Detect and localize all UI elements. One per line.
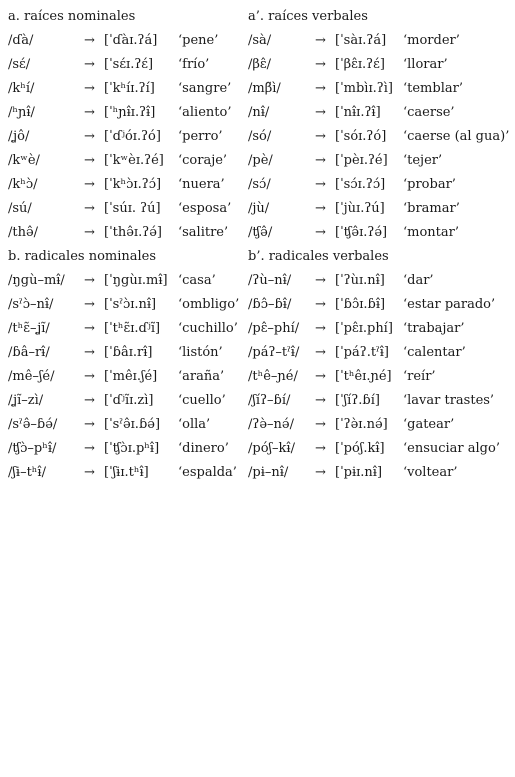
gloss: ‘cuchillo’	[178, 321, 238, 336]
example-row	[8, 296, 240, 320]
underlying-form: /sˀɔ̀–nɨ̂/	[8, 297, 54, 312]
gloss: ‘voltear’	[403, 465, 458, 480]
arrow: →	[315, 81, 326, 96]
gloss: ‘dar’	[403, 273, 434, 288]
surface-form: [ˈkʰíɪ.ʔí]	[104, 81, 155, 96]
surface-form: [ˈpɛ̂ɪ.phí]	[335, 321, 393, 336]
surface-form: [ˈjùɪ.ʔú]	[335, 201, 385, 216]
gloss: ‘estar parado’	[403, 297, 496, 312]
gloss: ‘llorar’	[403, 57, 448, 72]
surface-form: [ˈɗʲĩɪ.zì]	[104, 393, 154, 408]
underlying-form: /sú/	[8, 201, 32, 216]
surface-form: [ˈɗàɪ.ʔá]	[104, 33, 158, 48]
example-row	[8, 104, 232, 128]
gloss: ‘olla’	[178, 417, 211, 432]
rows-a2	[248, 32, 510, 248]
example-row	[8, 416, 211, 440]
gloss: ‘morder’	[403, 33, 460, 48]
underlying-form: /thə̂/	[8, 225, 39, 240]
underlying-form: /kʰí/	[8, 81, 35, 96]
gloss: ‘tejer’	[403, 153, 443, 168]
gloss: ‘caerse’	[403, 105, 455, 120]
arrow: →	[84, 465, 95, 480]
gloss: ‘probar’	[403, 177, 456, 192]
underlying-form: /sɔ́/	[248, 177, 271, 192]
left-column	[8, 8, 240, 488]
gloss: ‘nuera’	[178, 177, 225, 192]
underlying-form: /nɨ̂/	[248, 105, 270, 120]
arrow: →	[84, 417, 95, 432]
arrow: →	[315, 105, 326, 120]
gloss: ‘bramar’	[403, 201, 460, 216]
surface-form: [ˈʧɔ̀ɪ.pʰɨ̂]	[104, 441, 160, 456]
surface-form: [ˈpɨɪ.nɨ̂]	[335, 465, 383, 480]
arrow: →	[84, 81, 95, 96]
surface-form: [ˈβɛ̂ɪ.ʔɛ́]	[335, 57, 385, 72]
arrow: →	[84, 201, 95, 216]
example-row	[8, 128, 223, 152]
arrow: →	[84, 369, 95, 384]
underlying-form: /póʃ–kɨ̂/	[248, 441, 295, 456]
example-row	[248, 152, 443, 176]
underlying-form: /ʝô/	[8, 129, 30, 144]
surface-form: [ˈʔə̀ɪ.nə́]	[335, 417, 388, 432]
arrow: →	[315, 273, 326, 288]
gloss: ‘frío’	[178, 57, 210, 72]
surface-form: [ˈsˀə̂ɪ.ɓə́]	[104, 417, 161, 432]
gloss: ‘gatear’	[403, 417, 455, 432]
example-row	[248, 296, 496, 320]
underlying-form: /ʃíʔ–ɓí/	[248, 393, 291, 408]
gloss: ‘pene’	[178, 33, 219, 48]
example-row	[248, 320, 465, 344]
surface-form: [ˈŋgùɪ.mɨ̂]	[104, 273, 168, 288]
example-row	[8, 272, 216, 296]
example-row	[8, 464, 237, 488]
gloss: ‘lavar trastes’	[403, 393, 495, 408]
gloss: ‘espalda’	[178, 465, 237, 480]
arrow: →	[84, 441, 95, 456]
underlying-form: /ʃɨ–tʰɨ̂/	[8, 465, 46, 480]
example-row	[248, 368, 436, 392]
section-title-b2: b’. radicales verbales	[248, 249, 389, 264]
gloss: ‘caerse (al gua)’	[403, 129, 510, 144]
example-row	[8, 56, 210, 80]
underlying-form: /kʰɔ̀/	[8, 177, 38, 192]
example-row	[248, 464, 458, 488]
surface-form: [ˈɓɔ̂ɪ.ɓɨ̂]	[335, 297, 386, 312]
arrow: →	[315, 201, 326, 216]
arrow: →	[315, 321, 326, 336]
underlying-form: /βɛ̂/	[248, 57, 272, 72]
arrow: →	[84, 297, 95, 312]
example-row	[248, 104, 455, 128]
arrow: →	[84, 321, 95, 336]
surface-form: [ˈthə̂ɪ.ʔə́]	[104, 225, 162, 240]
example-row	[248, 272, 434, 296]
section-title-a2: a’. raíces verbales	[248, 9, 368, 24]
section-title-b: b. radicales nominales	[8, 249, 157, 264]
surface-form: [ˈsàɪ.ʔá]	[335, 33, 387, 48]
example-row	[248, 56, 448, 80]
underlying-form: /mê–ʃé/	[8, 369, 55, 384]
arrow: →	[315, 297, 326, 312]
gloss: ‘perro’	[178, 129, 223, 144]
arrow: →	[84, 129, 95, 144]
example-row	[248, 416, 455, 440]
gloss: ‘sangre’	[178, 81, 232, 96]
surface-form: [ˈʧə̂ɪ.ʔə́]	[335, 225, 388, 240]
arrow: →	[315, 441, 326, 456]
arrow: →	[84, 153, 95, 168]
gloss: ‘trabajar’	[403, 321, 465, 336]
arrow: →	[315, 129, 326, 144]
arrow: →	[84, 177, 95, 192]
arrow: →	[84, 33, 95, 48]
example-row	[8, 80, 232, 104]
surface-form: [ˈsɔ́ɪ.ʔɔ́]	[335, 177, 386, 192]
underlying-form: /sɛ́/	[8, 57, 31, 72]
arrow: →	[315, 33, 326, 48]
surface-form: [ˈʔùɪ.nɨ̂]	[335, 273, 385, 288]
arrow: →	[315, 393, 326, 408]
surface-form: [ˈsˀɔ̀ɪ.nɨ̂]	[104, 297, 157, 312]
arrow: →	[84, 393, 95, 408]
arrow: →	[84, 105, 95, 120]
underlying-form: /pè/	[248, 153, 273, 168]
surface-form: [ˈɓâɪ.rɨ̂]	[104, 345, 153, 360]
arrow: →	[315, 417, 326, 432]
arrow: →	[315, 465, 326, 480]
surface-form: [ˈtʰɛ̃ɪ.ɗʲĩ]	[104, 321, 161, 336]
example-row	[8, 320, 238, 344]
gloss: ‘cuello’	[178, 393, 226, 408]
arrow: →	[84, 273, 95, 288]
underlying-form: /sà/	[248, 33, 272, 48]
surface-form: [ˈʃɨɪ.tʰɨ̂]	[104, 465, 149, 480]
gloss: ‘dinero’	[178, 441, 229, 456]
underlying-form: /ʧɔ̀–pʰɨ̂/	[8, 441, 57, 456]
underlying-form: /mβ̃ì/	[248, 81, 281, 96]
underlying-form: /ŋgù–mɨ̂/	[8, 273, 65, 288]
underlying-form: /ʔə̀–nə́/	[248, 417, 294, 432]
underlying-form: /tʰɛ̃–ʝĩ/	[8, 321, 50, 336]
gloss: ‘temblar’	[403, 81, 463, 96]
surface-form: [ˈmêɪ.ʃé]	[104, 369, 158, 384]
surface-form: [ˈsɛ́ɪ.ʔɛ́]	[104, 57, 154, 72]
underlying-form: /sˀə̂–ɓə́/	[8, 417, 58, 432]
underlying-form: /ʝĩ–zì/	[8, 393, 44, 408]
gloss: ‘listón’	[178, 345, 223, 360]
surface-form: [ˈɗʲóɪ.ʔó]	[104, 129, 161, 144]
gloss: ‘ombligo’	[178, 297, 240, 312]
rows-b2	[248, 272, 500, 488]
underlying-form: /pɛ̂–phí/	[248, 321, 300, 336]
underlying-form: /kʷè/	[8, 153, 40, 168]
surface-form: [ˈsúɪ. ʔú]	[104, 201, 161, 216]
rows-b	[8, 272, 240, 488]
example-row	[8, 344, 223, 368]
surface-form: [ˈmbìɪ.ʔì]	[335, 81, 393, 96]
surface-form: [ˈpáʔ.tˀɨ̂]	[335, 345, 389, 360]
gloss: ‘casa’	[178, 273, 216, 288]
example-row	[8, 152, 228, 176]
example-row	[248, 200, 460, 224]
surface-form: [ˈkʷèɪ.ʔé]	[104, 153, 164, 168]
arrow: →	[315, 153, 326, 168]
example-row	[8, 32, 219, 56]
gloss: ‘aliento’	[178, 105, 232, 120]
example-row	[248, 344, 466, 368]
gloss: ‘reír’	[403, 369, 436, 384]
gloss: ‘ensuciar algo’	[403, 441, 500, 456]
underlying-form: /ɗà/	[8, 33, 34, 48]
gloss: ‘esposa’	[178, 201, 232, 216]
underlying-form: /tʰê–ɲé/	[248, 369, 298, 384]
surface-form: [ˈnɨ̂ɪ.ʔɨ̂]	[335, 105, 381, 120]
surface-form: [ˈpèɪ.ʔé]	[335, 153, 388, 168]
underlying-form: /páʔ–tˀɨ̂/	[248, 345, 300, 360]
surface-form: [ˈʃíʔ.ɓí]	[335, 393, 380, 408]
example-row	[8, 368, 225, 392]
arrow: →	[315, 369, 326, 384]
gloss: ‘montar’	[403, 225, 459, 240]
example-row	[248, 32, 460, 56]
arrow: →	[84, 345, 95, 360]
underlying-form: /ɓɔ̂–ɓɨ̂/	[248, 297, 292, 312]
gloss: ‘araña’	[178, 369, 225, 384]
underlying-form: /ʰɲɨ̂/	[8, 105, 35, 120]
underlying-form: /ʧə̂/	[248, 225, 273, 240]
underlying-form: /só/	[248, 129, 272, 144]
underlying-form: /jù/	[248, 201, 270, 216]
underlying-form: /ʔù–nɨ̂/	[248, 273, 292, 288]
underlying-form: /pɨ–nɨ̂/	[248, 465, 289, 480]
example-row	[8, 200, 232, 224]
arrow: →	[315, 177, 326, 192]
example-row	[8, 176, 225, 200]
example-row	[8, 392, 226, 416]
arrow: →	[315, 225, 326, 240]
example-row	[248, 440, 500, 464]
example-row	[248, 128, 510, 152]
gloss: ‘coraje’	[178, 153, 228, 168]
example-row	[8, 224, 229, 248]
arrow: →	[315, 345, 326, 360]
surface-form: [ˈpóʃ.kɨ̂]	[335, 441, 385, 456]
surface-form: [ˈʰɲɨ̂ɪ.ʔɨ̂]	[104, 105, 156, 120]
rows-a	[8, 32, 232, 248]
underlying-form: /ɓâ–rɨ̂/	[8, 345, 50, 360]
gloss: ‘salitre’	[178, 225, 229, 240]
example-row	[248, 392, 495, 416]
example-row	[8, 440, 229, 464]
section-title-a: a. raíces nominales	[8, 9, 136, 24]
example-row	[248, 224, 459, 248]
surface-form: [ˈtʰêɪ.ɲé]	[335, 369, 392, 384]
surface-form: [ˈsóɪ.ʔó]	[335, 129, 387, 144]
arrow: →	[84, 225, 95, 240]
surface-form: [ˈkʰɔ̀ɪ.ʔɔ́]	[104, 177, 162, 192]
arrow: →	[315, 57, 326, 72]
gloss: ‘calentar’	[403, 345, 466, 360]
example-row	[248, 176, 456, 200]
arrow: →	[84, 57, 95, 72]
right-column	[248, 8, 510, 488]
example-row	[248, 80, 463, 104]
